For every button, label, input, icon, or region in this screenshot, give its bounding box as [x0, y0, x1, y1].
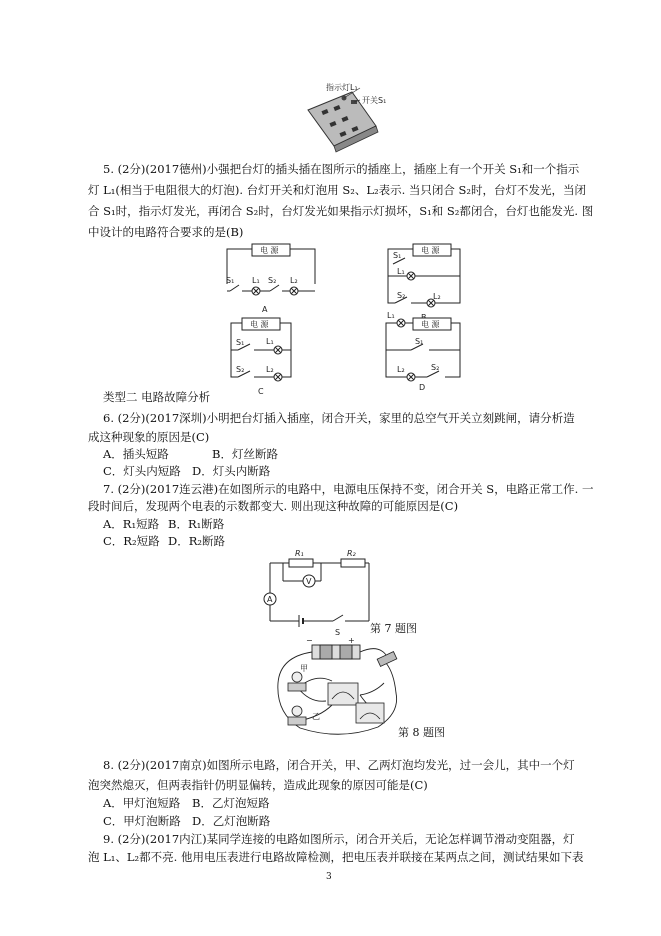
q9-line-2: 泡 L₁、L₂都不亮. 他用电压表进行电路故障检测，把电压表并联接在某两点之间，测试结果如下表	[88, 850, 584, 864]
q6-option-b: B．灯丝断路	[212, 447, 278, 461]
battery-plus: +	[348, 636, 355, 645]
q8-option-a: A．甲灯泡短路	[103, 796, 181, 810]
q6-line-2: 成这种现象的原因是(C)	[88, 430, 210, 444]
q7-caption: 第 7 题图	[370, 622, 417, 635]
q7-line-1: 7. (2分)(2017连云港)在如图所示的电路中，电源电压保持不变，闭合开关 S，电路正常工作. 一	[103, 482, 594, 496]
q5-line-1: 5. (2分)(2017德州)小强把台灯的插头插在图所示的插座上，插座上有一个开关 S₁和一个指示	[103, 162, 580, 176]
q8-option-c: C．甲灯泡断路	[103, 814, 181, 828]
q5-circuit-b	[383, 244, 473, 324]
label-switch: 开关S₁	[362, 96, 387, 105]
switch-label: S	[335, 628, 341, 637]
label-s1: S₁	[393, 251, 402, 260]
q9-line-1: 9. (2分)(2017内江)某同学连接的电路如图所示，闭合开关后，无论怎样调节滑动变阻器，灯	[103, 832, 575, 846]
lamp-jia-label: 甲	[300, 664, 308, 673]
label-r2: R₂	[347, 549, 356, 558]
q6-option-c: C．灯头内短路	[103, 464, 181, 478]
q5-circuit-d	[381, 311, 471, 394]
page-number: 3	[326, 872, 332, 882]
option-label-a: A	[262, 305, 268, 314]
q8-circuit-figure	[270, 633, 410, 743]
label-l1: L₁	[397, 267, 405, 276]
ammeter-label: A	[267, 595, 273, 604]
label-s1: S₁	[236, 338, 245, 347]
q5-circuit-a	[222, 244, 322, 319]
q8-line-2: 泡突然熄灭，但两表指针仍明显偏转，造成此现象的原因可能是(C)	[88, 778, 428, 792]
battery-minus: −	[306, 636, 313, 645]
q8-option-d: D．乙灯泡断路	[192, 814, 271, 828]
label-s2: S₂	[236, 365, 245, 374]
q5-line-2: 灯 L₁(相当于电阻很大的灯泡). 台灯开关和灯泡用 S₂、L₂表示. 当只闭合 S₂时，台灯不发光，当闭	[88, 183, 587, 197]
label-r1: R₁	[295, 549, 304, 558]
label-l1: L₁	[266, 337, 274, 346]
lamp-yi-label: 乙	[312, 712, 320, 721]
q7-option-c: C．R₂短路	[103, 534, 160, 548]
power-label: 电 源	[250, 320, 269, 329]
q7-line-2: 段时间后，发现两个电表的示数都变大. 则出现这种故障的可能原因是(C)	[88, 499, 459, 513]
q7-option-d: D．R₂断路	[168, 534, 225, 548]
q6-line-1: 6. (2分)(2017深圳)小明把台灯插入插座，闭合开关，家里的总空气开关立刻跳闸，请分析造	[103, 411, 575, 425]
label-s1: S₁	[415, 337, 424, 346]
voltmeter-label: V	[306, 577, 312, 586]
power-label: 电 源	[421, 246, 440, 255]
option-label-d: D	[419, 383, 426, 392]
power-label: 电 源	[260, 246, 279, 255]
q5-circuit-c	[226, 318, 316, 398]
q7-circuit-figure	[263, 549, 383, 637]
label-l2: L₂	[433, 292, 441, 301]
label-s2: S₂	[268, 276, 277, 285]
label-s1: S₁	[226, 276, 235, 285]
label-l2: L₂	[290, 276, 298, 285]
q6-option-a: A．插头短路	[103, 447, 169, 461]
q8-line-1: 8. (2分)(2017南京)如图所示电路，闭合开关，甲、乙两灯泡均发光，过一会儿，其中一个灯	[103, 758, 575, 772]
q7-option-a: A．R₁短路	[103, 517, 160, 531]
label-indicator-light: 指示灯L₁	[326, 83, 358, 92]
q5-line-4: 中设计的电路符合要求的是(B)	[88, 225, 244, 239]
label-s2: S₂	[431, 363, 440, 372]
label-s2: S₂	[397, 291, 406, 300]
label-l1: L₁	[252, 276, 260, 285]
power-label: 电 源	[421, 320, 440, 329]
section-heading: 类型二 电路故障分析	[103, 390, 211, 404]
label-l2: L₂	[397, 365, 405, 374]
q8-caption: 第 8 题图	[398, 726, 445, 739]
label-l1: L₁	[387, 311, 395, 320]
q6-option-d: D．灯头内断路	[192, 464, 271, 478]
label-l2: L₂	[266, 365, 274, 374]
q5-line-3: 合 S₁时，指示灯发光，再闭合 S₂时，台灯发光如果指示灯损坏，S₁和 S₂都闭合，台灯也能发光. 图	[88, 204, 594, 218]
q7-option-b: B．R₁断路	[168, 517, 225, 531]
power-strip-image	[0, 0, 661, 160]
option-label-c: C	[258, 387, 264, 396]
q8-option-b: B．乙灯泡短路	[192, 796, 270, 810]
